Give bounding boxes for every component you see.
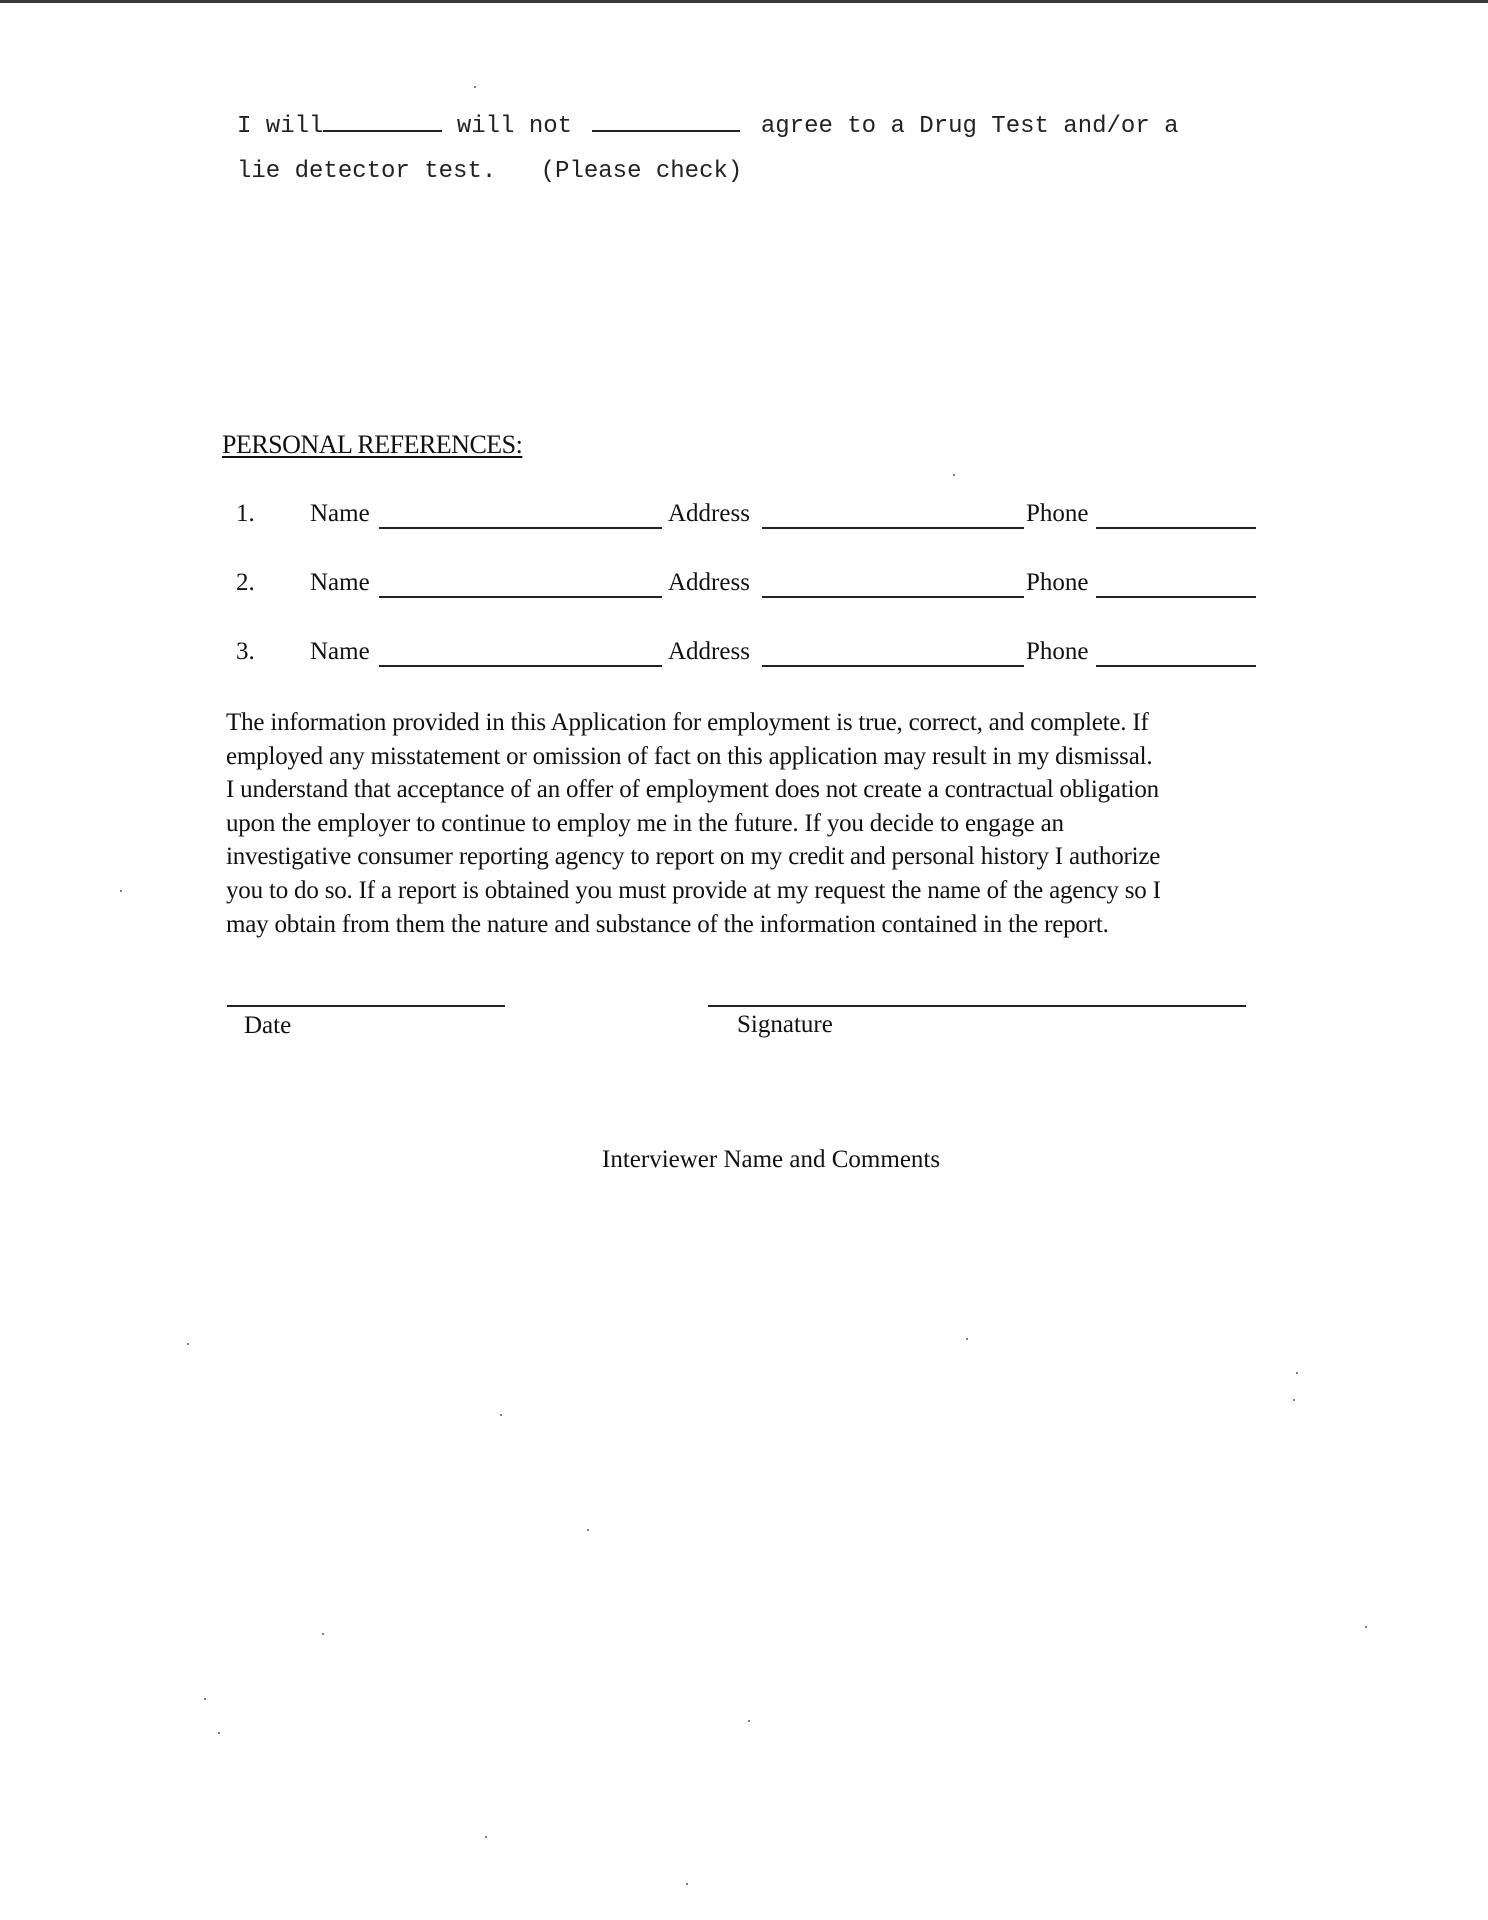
name-label: Name [310,638,370,665]
scan-speck [120,890,122,892]
lie-detector-text: lie detector test. [237,158,497,185]
will-not-checkbox-blank[interactable] [592,112,740,132]
scan-speck [1296,1372,1298,1374]
drug-test-will-label: I will [237,113,324,140]
address-label: Address [668,500,750,527]
certification-line: The information provided in this Application for employment is true, correct, and complete. If [226,709,1149,736]
scan-speck [500,1414,502,1416]
page-top-edge [0,0,1488,3]
scan-speck [204,1698,206,1700]
drug-test-line-1 [237,112,1179,140]
scan-speck [187,1343,189,1345]
scan-speck [686,1883,688,1885]
scan-speck [1293,1399,1295,1401]
address-label: Address [668,638,750,665]
drug-test-will-not-label: will not [456,113,573,140]
certification-line: you to do so. If a report is obtained you must provide at my request the name of the agency so I [226,876,1161,904]
certification-line: I understand that acceptance of an offer of employment does not create a contractual obligation [226,776,1159,804]
reference-row [236,500,1256,534]
scan-speck [474,86,476,88]
reference-number: 2. [236,569,255,596]
scan-speck [322,1633,324,1635]
scan-speck [1365,1626,1367,1628]
reference-number: 3. [236,638,255,665]
reference-phone-field[interactable] [1096,527,1256,529]
reference-name-field[interactable] [379,596,662,598]
certification-line: employed any misstatement or omission of fact on this application may result in my dismissal. [226,742,1153,770]
date-label: Date [244,1012,292,1039]
name-label: Name [310,500,370,527]
reference-number: 1. [236,500,255,527]
will-checkbox-blank[interactable] [323,112,442,132]
reference-row [236,569,1256,603]
address-label: Address [668,569,750,596]
scan-speck [748,1720,750,1722]
scan-speck [953,474,955,476]
scan-speck [485,1836,487,1838]
certification-paragraph [226,706,1356,941]
reference-address-field[interactable] [762,665,1024,667]
drug-test-line-2 [237,158,742,185]
scan-speck [218,1732,220,1734]
phone-label: Phone [1026,500,1089,527]
scan-speck [587,1529,589,1531]
reference-phone-field[interactable] [1096,596,1256,598]
name-label: Name [310,569,370,596]
certification-line: upon the employer to continue to employ me in the future. If you decide to engage an [226,809,1064,837]
please-check-hint: (Please check) [540,158,743,185]
interviewer-comments-label: Interviewer Name and Comments [602,1146,941,1173]
phone-label: Phone [1026,569,1089,596]
reference-address-field[interactable] [762,596,1024,598]
reference-phone-field[interactable] [1096,665,1256,667]
certification-line: investigative consumer reporting agency to report on my credit and personal history I authorize [226,843,1161,871]
date-field[interactable] [227,1005,505,1007]
drug-test-agree-text: agree to a Drug Test and/or a [760,113,1179,140]
personal-references-heading: PERSONAL REFERENCES: [222,430,523,459]
signature-field[interactable] [708,1005,1246,1007]
certification-line: may obtain from them the nature and substance of the information contained in the report. [226,910,1109,938]
reference-name-field[interactable] [379,665,662,667]
signature-label: Signature [737,1011,833,1038]
scan-speck [966,1338,968,1340]
phone-label: Phone [1026,638,1089,665]
reference-address-field[interactable] [762,527,1024,529]
reference-name-field[interactable] [379,527,662,529]
reference-row [236,638,1256,672]
